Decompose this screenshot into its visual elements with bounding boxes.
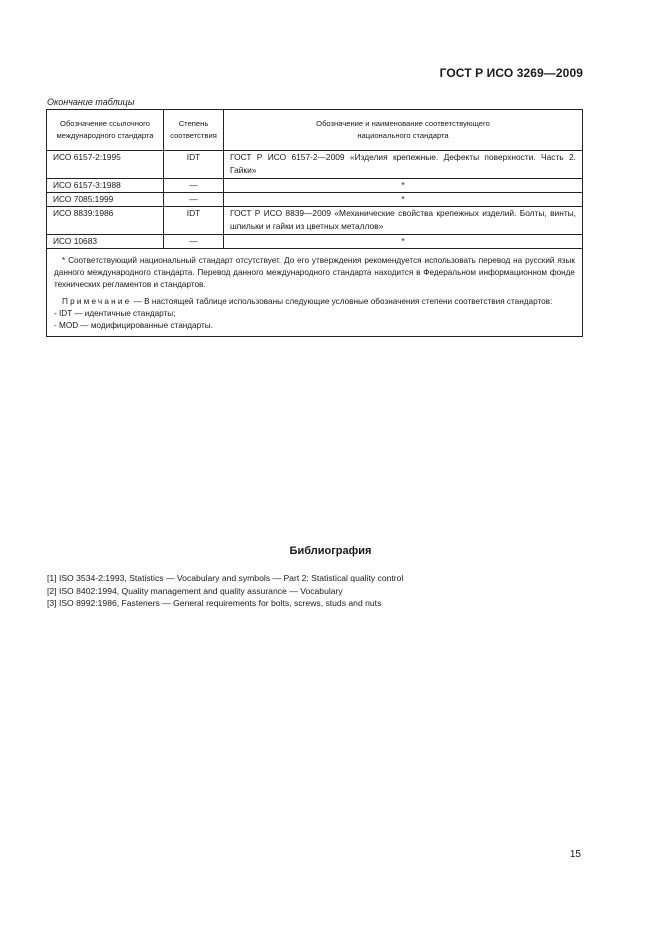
table-row (47, 179, 583, 193)
note-item-mod: - MOD — модифицированные стандарты. (54, 321, 213, 330)
ref-standard-cell: ИСО 8839:1986 (47, 207, 164, 235)
bibliography-item: [3] ISO 8992:1986, Fasteners — General requirements for bolts, screws, studs and nuts (47, 598, 382, 609)
note-text: — В настоящей таблице использованы следующие условные обозначения степени соответствия стандартов: (131, 297, 553, 306)
bibliography-item: [1] ISO 3534-2:1993, Statistics — Vocabulary and symbols — Part 2: Statistical quality control (47, 573, 404, 583)
note-paragraph (54, 296, 575, 308)
national-standard-cell: ГОСТ Р ИСО 6157-2—2009 «Изделия крепежные. Дефекты поверхности. Часть 2. Гайки» (224, 151, 583, 179)
bibliography-item: [2] ISO 8402:1994, Quality management and quality assurance — Vocabulary (47, 585, 343, 596)
degree-cell: — (164, 235, 224, 249)
header-col1-line1: Обозначение ссылочного (60, 119, 150, 128)
table-caption: Окончание таблицы (47, 97, 135, 107)
table-row (47, 151, 583, 179)
header-col3-line2: национального стандарта (357, 131, 449, 140)
reference-standards-table (46, 109, 583, 337)
degree-cell: IDT (164, 151, 224, 179)
national-standard-cell: * (224, 235, 583, 249)
page-number: 15 (569, 849, 581, 860)
degree-cell: — (164, 193, 224, 207)
note-item-idt: - IDT — идентичные стандарты; (54, 309, 176, 318)
header-col3-line1: Обозначение и наименование соответствующего (316, 119, 490, 128)
standard-code-header: ГОСТ Р ИСО 3269—2009 (439, 66, 583, 80)
ref-standard-cell: ИСО 10683 (47, 235, 164, 249)
note-label: Примечание (62, 297, 132, 306)
degree-cell: IDT (164, 207, 224, 235)
ref-standard-cell: ИСО 6157-2:1995 (47, 151, 164, 179)
footnote-cell (47, 249, 583, 337)
header-degree (164, 110, 224, 151)
bibliography-list (47, 572, 587, 610)
degree-cell: — (164, 179, 224, 193)
ref-standard-cell: ИСО 6157-3:1988 (47, 179, 164, 193)
national-standard-cell: * (224, 179, 583, 193)
header-col2-line2: соответствия (170, 131, 217, 140)
bibliography-title: Библиография (289, 545, 372, 557)
table-row (47, 235, 583, 249)
national-standard-cell: ГОСТ Р ИСО 8839—2009 «Механические свойства крепежных изделий. Болты, винты, шпильки и гайки из цветных металлов» (224, 207, 583, 235)
ref-standard-cell: ИСО 7085:1999 (47, 193, 164, 207)
table-row (47, 207, 583, 235)
footnote-text: * Соответствующий национальный стандарт отсутствует. До его утверждения рекомендуется использовать перевод на русский язык данного международного стандарта. Перевод данного международного стандарта находится в Федеральном информационном фонде технических регламентов и стандартов. (54, 256, 575, 289)
table-row (47, 193, 583, 207)
national-standard-cell: * (224, 193, 583, 207)
table-header-row (47, 110, 583, 151)
header-national-standard (224, 110, 583, 151)
header-col2-line1: Степень (178, 119, 209, 128)
header-reference-standard (47, 110, 164, 151)
header-col1-line2: международного стандарта (56, 131, 154, 140)
footnote-row (47, 249, 583, 337)
